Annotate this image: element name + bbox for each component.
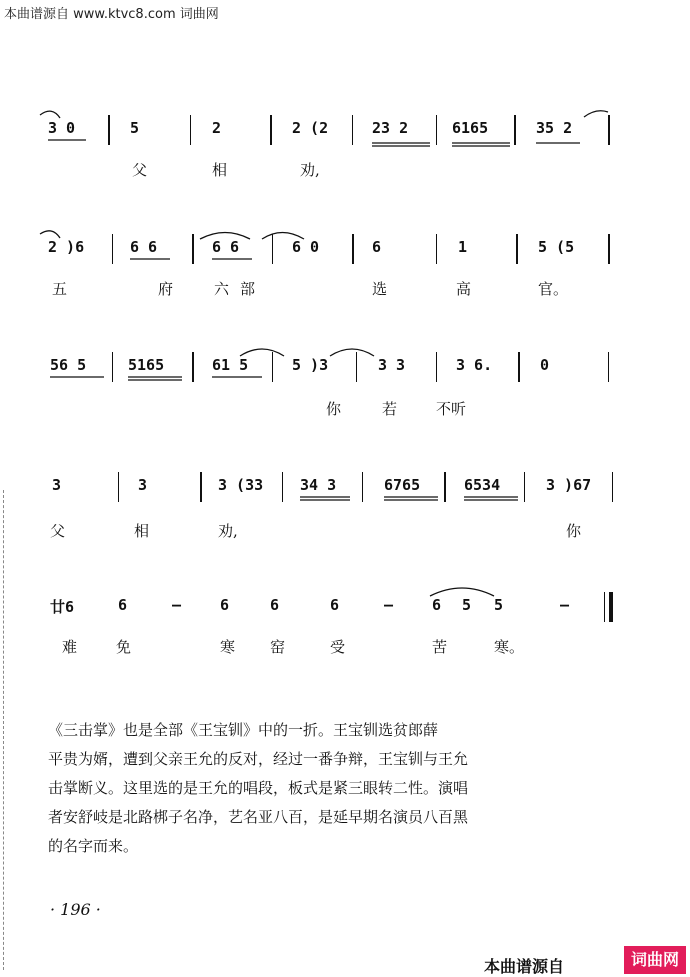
note-group: 3 0: [48, 119, 76, 137]
note-group: 0: [540, 356, 550, 374]
note-group: 5165: [128, 356, 165, 374]
lyric: 部: [240, 280, 256, 298]
lyric: 相: [134, 522, 150, 540]
note-group: 6 6: [130, 238, 158, 256]
commentary-line: 的名字而来。: [48, 837, 139, 855]
note-group: 3 3: [378, 356, 406, 374]
commentary-line: 者安舒岐是北路梆子名净，艺名亚八百，是延早期名演员八百黑: [48, 808, 469, 826]
lyric: 劝,: [218, 522, 238, 540]
note-group: 5 (5: [538, 238, 575, 256]
lyric: 六: [214, 280, 230, 298]
note-group: 6: [432, 596, 442, 614]
watermark-logo: 词曲网: [624, 946, 686, 974]
note-group: –: [384, 596, 394, 614]
note-group: 5: [462, 596, 472, 614]
margin-line: [3, 490, 5, 970]
lyric: 父: [132, 161, 148, 179]
lyric: 劝,: [300, 161, 320, 179]
lyric: 难: [62, 638, 78, 656]
lyric: 窑: [270, 638, 286, 656]
lyric: 父: [50, 522, 66, 540]
note-group: 6765: [384, 476, 421, 494]
note-group: 34 3: [300, 476, 337, 494]
note-group: 6 0: [292, 238, 320, 256]
note-group: 23 2: [372, 119, 409, 137]
note-group: 6534: [464, 476, 501, 494]
lyric: 五: [52, 280, 68, 298]
note-group: 3 (33: [218, 476, 264, 494]
note-group: 6165: [452, 119, 489, 137]
note-group: 6: [372, 238, 382, 256]
note-group: 3 )67: [546, 476, 592, 494]
lyric: 不听: [436, 400, 467, 418]
note-group: 3 6.: [456, 356, 493, 374]
note-group: 6: [220, 596, 230, 614]
note-group: 3: [52, 476, 62, 494]
watermark-bottom: 本曲谱源自: [484, 957, 565, 976]
note-group: 5: [130, 119, 140, 137]
note-group: 6: [330, 596, 340, 614]
commentary-line: 《三击掌》也是全部《王宝钏》中的一折。王宝钏选贫郎薛: [48, 721, 439, 739]
lyric: 免: [116, 638, 132, 656]
lyric: 府: [158, 280, 174, 298]
lyric: 寒。: [494, 638, 525, 656]
lyric: 你: [326, 400, 342, 418]
lyric: 高: [456, 280, 472, 298]
note-group: 5 )3: [292, 356, 329, 374]
lyric: 受: [330, 638, 346, 656]
note-group: 3: [138, 476, 148, 494]
lyric: 选: [372, 280, 388, 298]
watermark-top: 本曲谱源自 www.ktvc8.com 词曲网: [4, 7, 219, 22]
note-group: 廿6: [50, 598, 75, 616]
note-group: –: [560, 596, 570, 614]
commentary-text: [48, 716, 618, 861]
lyric: 寒: [220, 638, 236, 656]
note-group: 2 (2: [292, 119, 329, 137]
lyric: 若: [382, 400, 398, 418]
lyric: 你: [566, 522, 582, 540]
note-group: 6: [118, 596, 128, 614]
note-group: 1: [458, 238, 468, 256]
note-group: 6 6: [212, 238, 240, 256]
lyric: 苦: [432, 638, 448, 656]
note-group: 35 2: [536, 119, 573, 137]
note-group: 5: [494, 596, 504, 614]
lyric: 相: [212, 161, 228, 179]
note-group: 6: [270, 596, 280, 614]
note-group: 2 )6: [48, 238, 85, 256]
note-group: 2: [212, 119, 222, 137]
lyric: 官。: [538, 280, 569, 298]
note-group: –: [172, 596, 182, 614]
commentary-line: 平贵为婿，遭到父亲王允的反对，经过一番争辩，王宝钏与王允: [48, 750, 469, 768]
note-group: 61 5: [212, 356, 249, 374]
note-group: 56 5: [50, 356, 87, 374]
page-number: · 196 ·: [50, 900, 101, 919]
commentary-line: 击掌断义。这里选的是王允的唱段，板式是紧三眼转二性。演唱: [48, 779, 469, 797]
